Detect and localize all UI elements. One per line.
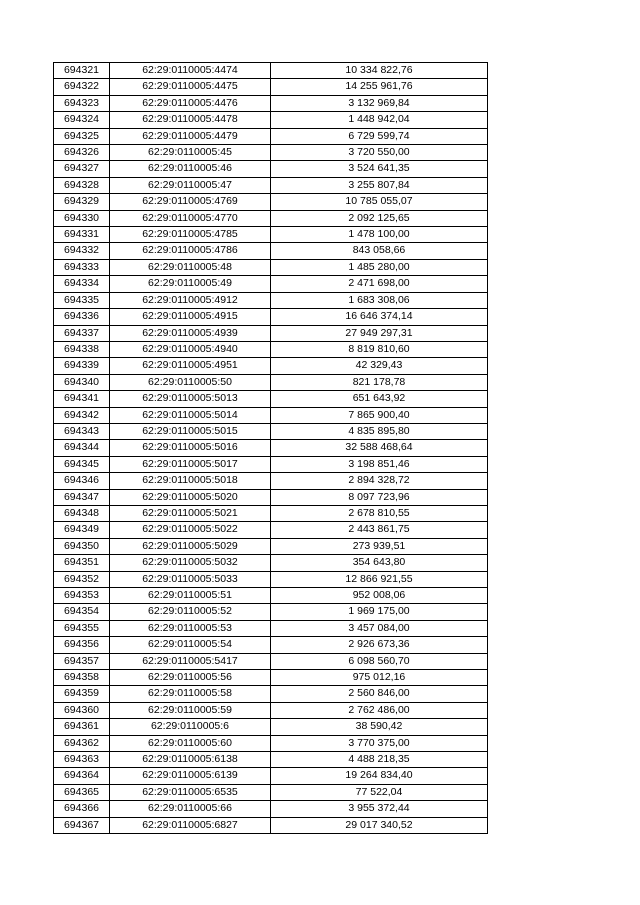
table-row <box>54 259 488 275</box>
row-id-cell: 694340 <box>54 374 110 390</box>
table-row <box>54 325 488 341</box>
cadastral-number-cell: 62:29:0110005:6138 <box>110 752 271 768</box>
cadastral-number-cell: 62:29:0110005:5014 <box>110 407 271 423</box>
row-id-cell: 694354 <box>54 604 110 620</box>
row-id-cell: 694333 <box>54 259 110 275</box>
cadastral-number-cell: 62:29:0110005:45 <box>110 145 271 161</box>
cadastral-value-cell: 354 643,80 <box>271 555 488 571</box>
cadastral-value-cell: 273 939,51 <box>271 538 488 554</box>
row-id-cell: 694341 <box>54 391 110 407</box>
table-row <box>54 95 488 111</box>
row-id-cell: 694326 <box>54 145 110 161</box>
cadastral-value-cell: 1 969 175,00 <box>271 604 488 620</box>
cadastral-value-cell: 975 012,16 <box>271 670 488 686</box>
row-id-cell: 694362 <box>54 735 110 751</box>
table-row <box>54 309 488 325</box>
row-id-cell: 694361 <box>54 719 110 735</box>
row-id-cell: 694359 <box>54 686 110 702</box>
cadastral-number-cell: 62:29:0110005:47 <box>110 177 271 193</box>
cadastral-value-cell: 10 334 822,76 <box>271 63 488 79</box>
cadastral-number-cell: 62:29:0110005:52 <box>110 604 271 620</box>
table-row <box>54 522 488 538</box>
row-id-cell: 694343 <box>54 423 110 439</box>
cadastral-number-cell: 62:29:0110005:4940 <box>110 341 271 357</box>
cadastral-number-cell: 62:29:0110005:6535 <box>110 784 271 800</box>
row-id-cell: 694336 <box>54 309 110 325</box>
row-id-cell: 694347 <box>54 489 110 505</box>
table-row <box>54 555 488 571</box>
cadastral-value-cell: 2 471 698,00 <box>271 276 488 292</box>
row-id-cell: 694367 <box>54 817 110 833</box>
cadastral-number-cell: 62:29:0110005:4915 <box>110 309 271 325</box>
cadastral-number-cell: 62:29:0110005:4912 <box>110 292 271 308</box>
row-id-cell: 694327 <box>54 161 110 177</box>
table-row <box>54 735 488 751</box>
cadastral-number-cell: 62:29:0110005:4476 <box>110 95 271 111</box>
table-row <box>54 538 488 554</box>
cadastral-value-cell: 32 588 468,64 <box>271 440 488 456</box>
table-row <box>54 112 488 128</box>
cadastral-value-cell: 3 132 969,84 <box>271 95 488 111</box>
cadastral-number-cell: 62:29:0110005:6 <box>110 719 271 735</box>
table-row <box>54 620 488 636</box>
table-row <box>54 374 488 390</box>
cadastral-value-cell: 12 866 921,55 <box>271 571 488 587</box>
cadastral-number-cell: 62:29:0110005:5015 <box>110 423 271 439</box>
row-id-cell: 694358 <box>54 670 110 686</box>
table-row <box>54 145 488 161</box>
cadastral-value-cell: 19 264 834,40 <box>271 768 488 784</box>
table-row <box>54 489 488 505</box>
cadastral-number-cell: 62:29:0110005:59 <box>110 702 271 718</box>
cadastral-number-cell: 62:29:0110005:5029 <box>110 538 271 554</box>
row-id-cell: 694352 <box>54 571 110 587</box>
table-row <box>54 341 488 357</box>
row-id-cell: 694339 <box>54 358 110 374</box>
row-id-cell: 694345 <box>54 456 110 472</box>
table-row <box>54 604 488 620</box>
table-row <box>54 423 488 439</box>
cadastral-number-cell: 62:29:0110005:5018 <box>110 473 271 489</box>
cadastral-number-cell: 62:29:0110005:5013 <box>110 391 271 407</box>
cadastral-number-cell: 62:29:0110005:58 <box>110 686 271 702</box>
document-page <box>53 62 487 834</box>
cadastral-number-cell: 62:29:0110005:5417 <box>110 653 271 669</box>
row-id-cell: 694353 <box>54 588 110 604</box>
cadastral-number-cell: 62:29:0110005:60 <box>110 735 271 751</box>
cadastral-number-cell: 62:29:0110005:46 <box>110 161 271 177</box>
cadastral-value-cell: 1 478 100,00 <box>271 227 488 243</box>
table-row <box>54 456 488 472</box>
cadastral-value-cell: 4 835 895,80 <box>271 423 488 439</box>
row-id-cell: 694350 <box>54 538 110 554</box>
table-row <box>54 440 488 456</box>
cadastral-number-cell: 62:29:0110005:5021 <box>110 505 271 521</box>
cadastral-number-cell: 62:29:0110005:5022 <box>110 522 271 538</box>
row-id-cell: 694322 <box>54 79 110 95</box>
cadastral-value-cell: 1 448 942,04 <box>271 112 488 128</box>
cadastral-value-cell: 2 762 486,00 <box>271 702 488 718</box>
cadastral-value-cell: 42 329,43 <box>271 358 488 374</box>
cadastral-value-cell: 8 097 723,96 <box>271 489 488 505</box>
cadastral-value-cell: 3 457 084,00 <box>271 620 488 636</box>
table-row <box>54 588 488 604</box>
cadastral-value-cell: 1 485 280,00 <box>271 259 488 275</box>
cadastral-value-cell: 10 785 055,07 <box>271 194 488 210</box>
table-row <box>54 653 488 669</box>
cadastral-number-cell: 62:29:0110005:54 <box>110 637 271 653</box>
table-row <box>54 292 488 308</box>
table-row <box>54 210 488 226</box>
cadastral-value-cell: 2 560 846,00 <box>271 686 488 702</box>
table-row <box>54 473 488 489</box>
cadastral-number-cell: 62:29:0110005:51 <box>110 588 271 604</box>
table-row <box>54 637 488 653</box>
cadastral-value-cell: 7 865 900,40 <box>271 407 488 423</box>
row-id-cell: 694346 <box>54 473 110 489</box>
table-row <box>54 702 488 718</box>
cadastral-number-cell: 62:29:0110005:5033 <box>110 571 271 587</box>
row-id-cell: 694363 <box>54 752 110 768</box>
cadastral-number-cell: 62:29:0110005:50 <box>110 374 271 390</box>
cadastral-number-cell: 62:29:0110005:6139 <box>110 768 271 784</box>
table-row <box>54 243 488 259</box>
table-row <box>54 670 488 686</box>
row-id-cell: 694325 <box>54 128 110 144</box>
cadastral-value-cell: 821 178,78 <box>271 374 488 390</box>
row-id-cell: 694321 <box>54 63 110 79</box>
cadastral-value-cell: 651 643,92 <box>271 391 488 407</box>
cadastral-value-cell: 843 058,66 <box>271 243 488 259</box>
table-row <box>54 161 488 177</box>
cadastral-number-cell: 62:29:0110005:4479 <box>110 128 271 144</box>
cadastral-value-cell: 4 488 218,35 <box>271 752 488 768</box>
table-row <box>54 407 488 423</box>
row-id-cell: 694330 <box>54 210 110 226</box>
cadastral-value-cell: 2 678 810,55 <box>271 505 488 521</box>
cadastral-number-cell: 62:29:0110005:4475 <box>110 79 271 95</box>
table-row <box>54 768 488 784</box>
cadastral-value-cell: 77 522,04 <box>271 784 488 800</box>
row-id-cell: 694365 <box>54 784 110 800</box>
cadastral-value-cell: 16 646 374,14 <box>271 309 488 325</box>
cadastral-value-cell: 8 819 810,60 <box>271 341 488 357</box>
table-row <box>54 358 488 374</box>
table-row <box>54 505 488 521</box>
cadastral-value-cell: 3 198 851,46 <box>271 456 488 472</box>
row-id-cell: 694332 <box>54 243 110 259</box>
cadastral-value-cell: 3 524 641,35 <box>271 161 488 177</box>
cadastral-value-cell: 3 770 375,00 <box>271 735 488 751</box>
row-id-cell: 694360 <box>54 702 110 718</box>
cadastral-number-cell: 62:29:0110005:4770 <box>110 210 271 226</box>
row-id-cell: 694355 <box>54 620 110 636</box>
table-row <box>54 817 488 833</box>
table-row <box>54 391 488 407</box>
table-body <box>54 63 488 834</box>
cadastral-number-cell: 62:29:0110005:4769 <box>110 194 271 210</box>
table-row <box>54 227 488 243</box>
row-id-cell: 694328 <box>54 177 110 193</box>
row-id-cell: 694344 <box>54 440 110 456</box>
cadastral-number-cell: 62:29:0110005:4785 <box>110 227 271 243</box>
cadastral-value-cell: 2 894 328,72 <box>271 473 488 489</box>
row-id-cell: 694331 <box>54 227 110 243</box>
row-id-cell: 694364 <box>54 768 110 784</box>
table-row <box>54 801 488 817</box>
row-id-cell: 694349 <box>54 522 110 538</box>
cadastral-number-cell: 62:29:0110005:4478 <box>110 112 271 128</box>
cadastral-number-cell: 62:29:0110005:6827 <box>110 817 271 833</box>
row-id-cell: 694357 <box>54 653 110 669</box>
cadastral-value-cell: 3 955 372,44 <box>271 801 488 817</box>
cadastral-value-cell: 38 590,42 <box>271 719 488 735</box>
row-id-cell: 694342 <box>54 407 110 423</box>
cadastral-value-cell: 3 255 807,84 <box>271 177 488 193</box>
table-row <box>54 752 488 768</box>
cadastral-value-cell: 6 098 560,70 <box>271 653 488 669</box>
cadastral-number-cell: 62:29:0110005:5032 <box>110 555 271 571</box>
row-id-cell: 694329 <box>54 194 110 210</box>
table-row <box>54 276 488 292</box>
cadastral-value-cell: 29 017 340,52 <box>271 817 488 833</box>
row-id-cell: 694335 <box>54 292 110 308</box>
cadastral-number-cell: 62:29:0110005:5016 <box>110 440 271 456</box>
cadastral-value-cell: 3 720 550,00 <box>271 145 488 161</box>
table-row <box>54 63 488 79</box>
row-id-cell: 694323 <box>54 95 110 111</box>
table-row <box>54 177 488 193</box>
cadastral-value-cell: 27 949 297,31 <box>271 325 488 341</box>
cadastral-value-cell: 2 092 125,65 <box>271 210 488 226</box>
cadastral-number-cell: 62:29:0110005:4951 <box>110 358 271 374</box>
cadastral-number-cell: 62:29:0110005:49 <box>110 276 271 292</box>
cadastral-number-cell: 62:29:0110005:48 <box>110 259 271 275</box>
row-id-cell: 694356 <box>54 637 110 653</box>
table-row <box>54 571 488 587</box>
table-row <box>54 128 488 144</box>
cadastral-value-cell: 6 729 599,74 <box>271 128 488 144</box>
cadastral-value-cell: 2 443 861,75 <box>271 522 488 538</box>
cadastral-number-cell: 62:29:0110005:5020 <box>110 489 271 505</box>
cadastral-number-cell: 62:29:0110005:53 <box>110 620 271 636</box>
cadastral-number-cell: 62:29:0110005:4474 <box>110 63 271 79</box>
row-id-cell: 694324 <box>54 112 110 128</box>
row-id-cell: 694348 <box>54 505 110 521</box>
table-row <box>54 784 488 800</box>
cadastral-number-cell: 62:29:0110005:66 <box>110 801 271 817</box>
cadastral-number-cell: 62:29:0110005:4939 <box>110 325 271 341</box>
cadastral-value-cell: 14 255 961,76 <box>271 79 488 95</box>
cadastral-number-cell: 62:29:0110005:5017 <box>110 456 271 472</box>
table-row <box>54 719 488 735</box>
cadastral-number-cell: 62:29:0110005:4786 <box>110 243 271 259</box>
cadastral-value-cell: 2 926 673,36 <box>271 637 488 653</box>
table-row <box>54 79 488 95</box>
cadastral-value-cell: 1 683 308,06 <box>271 292 488 308</box>
cadastral-value-cell: 952 008,06 <box>271 588 488 604</box>
row-id-cell: 694366 <box>54 801 110 817</box>
table-row <box>54 686 488 702</box>
row-id-cell: 694334 <box>54 276 110 292</box>
row-id-cell: 694338 <box>54 341 110 357</box>
cadastral-value-table <box>53 62 488 834</box>
row-id-cell: 694351 <box>54 555 110 571</box>
cadastral-number-cell: 62:29:0110005:56 <box>110 670 271 686</box>
table-row <box>54 194 488 210</box>
row-id-cell: 694337 <box>54 325 110 341</box>
